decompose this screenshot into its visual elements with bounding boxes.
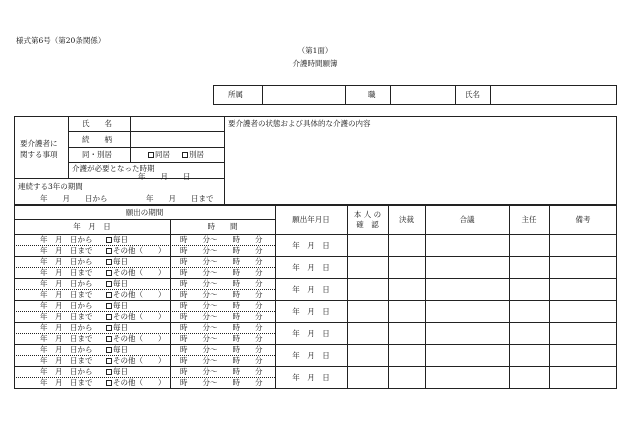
time-range-2[interactable]: 時 分～ 時 分	[180, 290, 263, 299]
period-header: 願出の期間	[125, 208, 164, 217]
time-range-1[interactable]: 時 分～ 時 分	[180, 279, 263, 288]
other-checkbox[interactable]	[106, 270, 112, 276]
apply-date[interactable]: 年 月 日	[292, 263, 330, 272]
other-checkbox[interactable]	[106, 358, 112, 364]
time-range-2[interactable]: 時 分～ 時 分	[180, 356, 263, 365]
chief-header: 主任	[521, 215, 537, 224]
time-header: 時 間	[207, 222, 238, 231]
separate-option[interactable]: 別居	[182, 151, 204, 159]
cohabit-checkbox[interactable]	[148, 152, 154, 158]
other-checkbox[interactable]	[106, 314, 112, 320]
other-checkbox[interactable]	[106, 336, 112, 342]
every-day-checkbox[interactable]	[106, 237, 112, 243]
relation-label: 続 柄	[82, 135, 112, 144]
period-to[interactable]: 年 月 日まで	[40, 268, 93, 277]
period-from[interactable]: 年 月 日から	[40, 279, 93, 288]
other-option[interactable]: その他（ ）	[106, 335, 166, 343]
time-range-2[interactable]: 時 分～ 時 分	[180, 312, 263, 321]
period-to[interactable]: 年 月 日まで	[40, 290, 93, 299]
living-label: 同・別居	[82, 150, 112, 159]
cohabit-option[interactable]: 同居	[148, 151, 170, 159]
apply-date[interactable]: 年 月 日	[292, 373, 330, 382]
doc-title: 介護時間願簿	[292, 59, 338, 68]
period-to[interactable]: 年 月 日まで	[40, 356, 93, 365]
condition-label: 要介護者の状態および具体的な介護の内容	[228, 119, 371, 128]
every-day-option[interactable]: 毎日	[106, 236, 128, 244]
other-option[interactable]: その他（ ）	[106, 269, 166, 277]
approve-header: 決裁	[399, 215, 414, 224]
consecutive-from[interactable]: 年 月 日から	[40, 194, 108, 203]
other-option[interactable]: その他（ ）	[106, 313, 166, 321]
every-day-option[interactable]: 毎日	[106, 302, 128, 310]
period-from[interactable]: 年 月 日から	[40, 257, 93, 266]
consult-header: 合議	[459, 215, 475, 224]
every-day-checkbox[interactable]	[106, 325, 112, 331]
time-range-1[interactable]: 時 分～ 時 分	[180, 345, 263, 354]
every-day-checkbox[interactable]	[106, 259, 112, 265]
period-to[interactable]: 年 月 日まで	[40, 378, 93, 387]
recipient-name-label: 氏 名	[82, 119, 112, 128]
every-day-checkbox[interactable]	[106, 369, 112, 375]
date-header: 年 月 日	[73, 222, 111, 231]
time-range-1[interactable]: 時 分～ 時 分	[180, 323, 263, 332]
separate-checkbox[interactable]	[182, 152, 188, 158]
confirm-header-line2: 確 認	[356, 220, 379, 229]
apply-date[interactable]: 年 月 日	[292, 285, 330, 294]
other-checkbox[interactable]	[106, 248, 112, 254]
every-day-option[interactable]: 毎日	[106, 258, 128, 266]
apply-date-header: 願出年月日	[292, 215, 330, 224]
time-range-1[interactable]: 時 分～ 時 分	[180, 235, 263, 244]
consecutive-to[interactable]: 年 月 日まで	[146, 194, 214, 203]
every-day-checkbox[interactable]	[106, 347, 112, 353]
time-range-1[interactable]: 時 分～ 時 分	[180, 257, 263, 266]
period-from[interactable]: 年 月 日から	[40, 323, 93, 332]
every-day-checkbox[interactable]	[106, 303, 112, 309]
other-checkbox[interactable]	[106, 292, 112, 298]
other-option[interactable]: その他（ ）	[106, 379, 166, 387]
period-to[interactable]: 年 月 日まで	[40, 334, 93, 343]
every-day-option[interactable]: 毎日	[106, 324, 128, 332]
every-day-checkbox[interactable]	[106, 281, 112, 287]
dept-label: 所属	[228, 90, 243, 99]
apply-date[interactable]: 年 月 日	[292, 241, 330, 250]
time-range-2[interactable]: 時 分～ 時 分	[180, 334, 263, 343]
every-day-option[interactable]: 毎日	[106, 346, 128, 354]
period-from[interactable]: 年 月 日から	[40, 367, 93, 376]
every-day-option[interactable]: 毎日	[106, 368, 128, 376]
time-range-2[interactable]: 時 分～ 時 分	[180, 378, 263, 387]
period-from[interactable]: 年 月 日から	[40, 301, 93, 310]
section-label-line2: 関する事項	[20, 150, 58, 159]
section-label-line1: 要介護者に	[20, 139, 58, 148]
every-day-option[interactable]: 毎日	[106, 280, 128, 288]
other-option[interactable]: その他（ ）	[106, 357, 166, 365]
apply-date[interactable]: 年 月 日	[292, 351, 330, 360]
consecutive-label: 連続する3年の期間	[18, 182, 83, 191]
period-to[interactable]: 年 月 日まで	[40, 246, 93, 255]
form-number: 様式第6号（第20条関係）	[16, 36, 106, 45]
confirm-header-line1: 本 人 の	[353, 210, 382, 219]
period-to[interactable]: 年 月 日まで	[40, 312, 93, 321]
care-needed-date[interactable]: 年 月 日	[138, 172, 191, 181]
other-option[interactable]: その他（ ）	[106, 247, 166, 255]
period-from[interactable]: 年 月 日から	[40, 345, 93, 354]
period-from[interactable]: 年 月 日から	[40, 235, 93, 244]
page-label: （第1面）	[297, 46, 333, 55]
rank-label: 職	[368, 90, 376, 99]
name-label: 氏名	[465, 90, 480, 99]
other-checkbox[interactable]	[106, 380, 112, 386]
time-range-2[interactable]: 時 分～ 時 分	[180, 246, 263, 255]
apply-date[interactable]: 年 月 日	[292, 329, 330, 338]
care-needed-label: 介護が必要となった時期	[72, 164, 155, 173]
time-range-2[interactable]: 時 分～ 時 分	[180, 268, 263, 277]
time-range-1[interactable]: 時 分～ 時 分	[180, 301, 263, 310]
remarks-header: 備考	[575, 215, 591, 224]
time-range-1[interactable]: 時 分～ 時 分	[180, 367, 263, 376]
apply-date[interactable]: 年 月 日	[292, 307, 330, 316]
other-option[interactable]: その他（ ）	[106, 291, 166, 299]
